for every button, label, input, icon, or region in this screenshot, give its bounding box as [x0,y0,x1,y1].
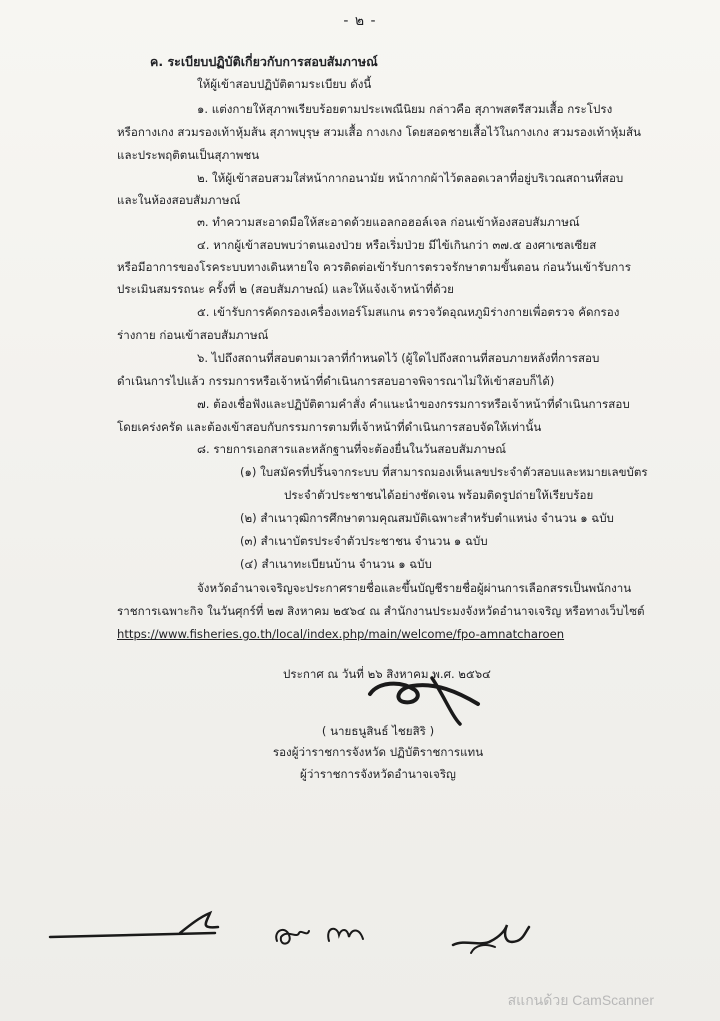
list-item: (๓) สำเนาบัตรประจำตัวประชาชน จำนวน ๑ ฉบับ [240,534,488,548]
paragraph-line: ประเมินสมรรถนะ ครั้งที่ ๒ (สอบสัมภาษณ์) และให้แจ้งเจ้าหน้าที่ด้วย [117,282,454,296]
paragraph-line: ราชการเฉพาะกิจ ในวันศุกร์ที่ ๒๗ สิงหาคม ๒๕๖๔ ณ สำนักงานประมงจังหวัดอำนาจเจริญ หรือทางเว็บไซต์ [117,604,645,618]
paragraph-line: ๓. ทำความสะอาดมือให้สะอาดด้วยแอลกอฮอล์เจล ก่อนเข้าห้องสอบสัมภาษณ์ [197,215,580,229]
paragraph-line: ให้ผู้เข้าสอบปฏิบัติตามระเบียบ ดังนี้ [197,77,372,91]
paragraph-line: ๑. แต่งกายให้สุภาพเรียบร้อยตามประเพณีนิยม กล่าวคือ สุภาพสตรีสวมเสื้อ กระโปรง [197,102,613,116]
signer-name: ( นายธนูสินธ์ ไชยสิริ ) [321,724,435,738]
signer-title: รองผู้ว่าราชการจังหวัด ปฏิบัติราชการแทน [272,745,484,759]
paragraph-line: ๒. ให้ผู้เข้าสอบสวมใส่หน้ากากอนามัย หน้ากากผ้าไว้ตลอดเวลาที่อยู่บริเวณสถานที่สอบ [197,171,624,185]
initial-signature-1 [40,905,230,945]
official-signature [360,672,500,730]
paragraph-line: ร่างกาย ก่อนเข้าสอบสัมภาษณ์ [117,328,269,342]
paragraph-line: ดำเนินการไปแล้ว กรรมการหรือเจ้าหน้าที่ดำเนินการสอบอาจพิจารณาไม่ให้เข้าสอบก็ได้) [117,374,555,388]
list-item: (๒) สำเนาวุฒิการศึกษาตามคุณสมบัติเฉพาะสำหรับตำแหน่ง จำนวน ๑ ฉบับ [240,511,614,525]
paragraph-line: จังหวัดอำนาจเจริญจะประกาศรายชื่อและขึ้นบัญชีรายชื่อผู้ผ่านการเลือกสรรเป็นพนักงาน [197,581,632,595]
paragraph-line: โดยเคร่งครัด และต้องเข้าสอบกับกรรมการตามที่เจ้าหน้าที่ดำเนินการสอบจัดให้เท่านั้น [117,420,542,434]
paragraph-line: และในห้องสอบสัมภาษณ์ [117,193,241,207]
paragraph-line: หรือกางเกง สวมรองเท้าหุ้มส้น สุภาพบุรุษ สวมเสื้อ กางเกง โดยสอดชายเสื้อไว้ในกางเกง สวมรองเท้าหุ้มส้น [117,125,641,139]
list-item: ประจำตัวประชาชนได้อย่างชัดเจน พร้อมติดรูปถ่ายให้เรียบร้อย [284,488,594,502]
paragraph-line: หรือมีอาการของโรคระบบทางเดินหายใจ ควรติดต่อเข้ารับการตรวจรักษาตามขั้นตอน ก่อนวันเข้ารับการ [117,260,631,274]
page-number: - ๒ - [343,13,377,29]
website-link[interactable]: https://www.fisheries.go.th/local/index.php/main/welcome/fpo-amnatcharoen [117,627,565,641]
initial-signature-3 [445,915,535,960]
initial-signature-2 [265,915,375,955]
list-item: (๑) ใบสมัครที่ปริ้นจากระบบ ที่สามารถมองเห็นเลขประจำตัวสอบและหมายเลขบัตร [240,465,648,479]
paragraph-line: ๘. รายการเอกสารและหลักฐานที่จะต้องยื่นในวันสอบสัมภาษณ์ [197,442,506,456]
signer-title: ผู้ว่าราชการจังหวัดอำนาจเจริญ [300,767,456,781]
list-item: (๔) สำเนาทะเบียนบ้าน จำนวน ๑ ฉบับ [240,557,432,571]
paragraph-line: ๕. เข้ารับการคัดกรองเครื่องเทอร์โมสแกน ตรวจวัดอุณหภูมิร่างกายเพื่อตรวจ คัดกรอง [197,305,620,319]
section-heading: ค. ระเบียบปฏิบัติเกี่ยวกับการสอบสัมภาษณ์ [150,54,378,69]
paragraph-line: และประพฤติตนเป็นสุภาพชน [117,148,260,162]
paragraph-line: ๔. หากผู้เข้าสอบพบว่าตนเองป่วย หรือเริ่มป่วย มีไข้เกินกว่า ๓๗.๕ องศาเซลเซียส [197,238,597,252]
announce-date: ประกาศ ณ วันที่ ๒๖ สิงหาคม พ.ศ. ๒๕๖๔ [283,667,491,681]
scanner-watermark: สแกนด้วย CamScanner [507,992,654,1008]
paragraph-line: ๖. ไปถึงสถานที่สอบตามเวลาที่กำหนดไว้ (ผู้ใดไปถึงสถานที่สอบภายหลังที่การสอบ [197,351,600,365]
paragraph-line: ๗. ต้องเชื่อฟังและปฏิบัติตามคำสั่ง คำแนะนำของกรรมการหรือเจ้าหน้าที่ดำเนินการสอบ [197,397,630,411]
